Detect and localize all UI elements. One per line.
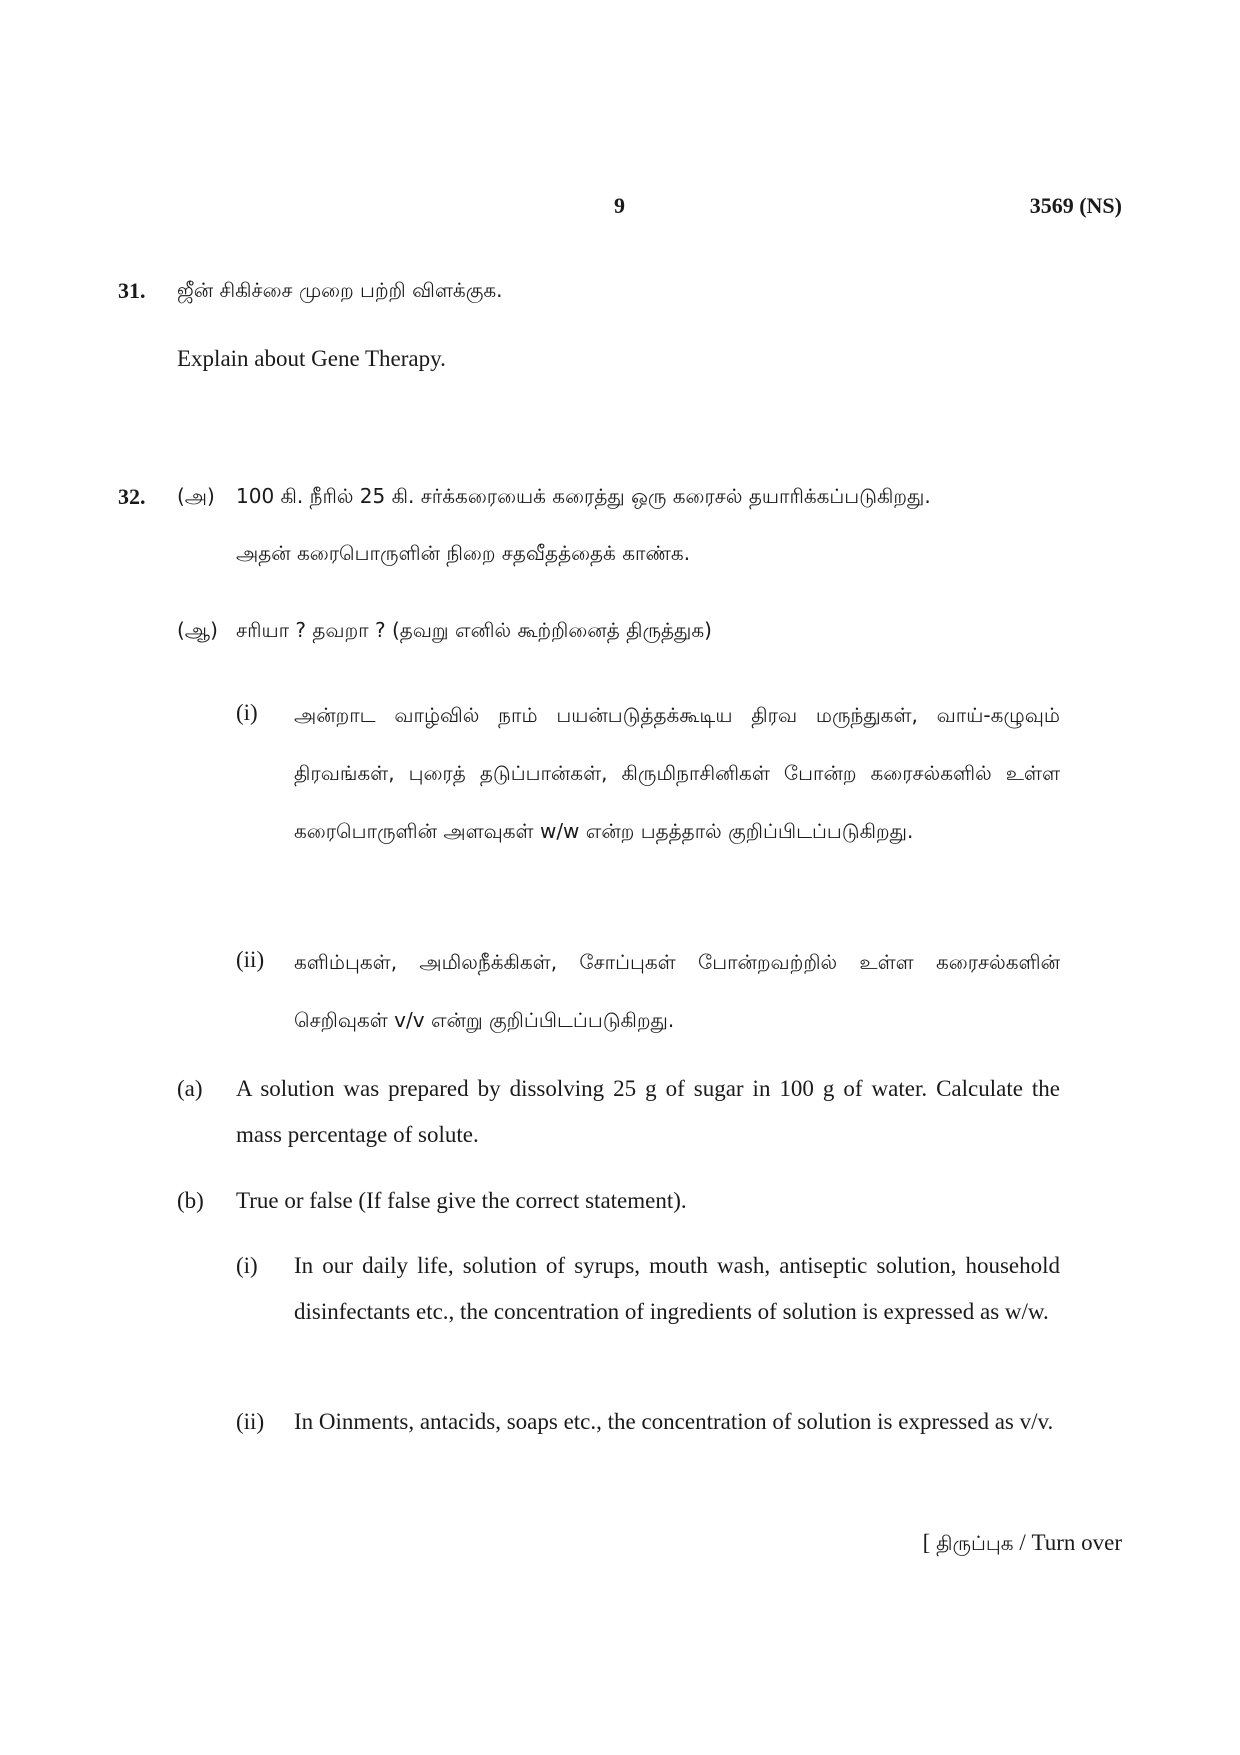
part-a-tamil-label: (அ) [177, 484, 215, 508]
part-b-english-item-2-label: (ii) [236, 1409, 265, 1434]
part-a-english-label: (a) [177, 1076, 203, 1101]
part-a-tamil-line1: 100 கி. நீரில் 25 கி. சர்க்கரையைக் கரைத்து ஒரு கரைசல் தயாரிக்கப்படுகிறது. [236, 484, 931, 508]
question-31-tamil: ஜீன் சிகிச்சை முறை பற்றி விளக்குக. [177, 278, 503, 302]
turn-over-tamil: திருப்புக [936, 1531, 1014, 1555]
turn-over-english: Turn over [1031, 1530, 1122, 1555]
part-b-english-item-2-text: In Oinments, antacids, soaps etc., the concentration of solution is expressed as v/v. [294, 1409, 1054, 1434]
turn-over-note [923, 1530, 1122, 1558]
part-b-tamil-label: (ஆ) [177, 618, 218, 642]
part-b-english-text: True or false (If false give the correct statement). [236, 1188, 687, 1213]
turn-over-bracket: [ [922, 1530, 931, 1555]
part-a-english-text: A solution was prepared by dissolving 25 g of sugar in 100 g of water. Calculate the mass percentage of solute. [236, 1076, 1060, 1147]
part-b-tamil-text: சரியா ? தவறா ? (தவறு எனில் கூற்றினைத் திருத்துக) [236, 618, 712, 642]
part-b-english-item-1-text: In our daily life, solution of syrups, mouth wash, antiseptic solution, household disinfectants etc., the concentration of ingredients of solution is expressed as w/w. [294, 1253, 1060, 1324]
part-a-tamil-line2: அதன் கரைபொருளின் நிறை சதவீதத்தைக் காண்க. [236, 541, 691, 565]
part-b-tamil-item-1-label: (i) [236, 700, 258, 725]
part-b-tamil-item-1-text: அன்றாட வாழ்வில் நாம் பயன்படுத்தக்கூடிய திரவ மருந்துகள், வாய்-கழுவும் திரவங்கள், புரைத் தடுப்பான்கள், கிருமிநாசினிகள் போன்ற கரைசல்களில் உள்ள கரைபொருளின் அளவுகள் w/w என்ற பதத்தால் குறிப்பிடப்படுகிறது. [294, 703, 1060, 843]
question-31-english: Explain about Gene Therapy. [177, 346, 446, 371]
page-number: 9 [614, 193, 625, 218]
part-b-english-item-1-label: (i) [236, 1253, 258, 1278]
part-b-tamil-item-2-label: (ii) [236, 947, 265, 972]
turn-over-separator: / [1019, 1530, 1026, 1555]
part-b-english-label: (b) [177, 1188, 204, 1213]
question-32-number: 32. [118, 484, 146, 509]
part-b-tamil-item-2-text: களிம்புகள், அமிலநீக்கிகள், சோப்புகள் போன்றவற்றில் உள்ள கரைசல்களின் செறிவுகள் v/v என்று குறிப்பிடப்படுகிறது. [294, 950, 1060, 1032]
paper-code: 3569 (NS) [1029, 193, 1122, 218]
question-31-number: 31. [118, 278, 146, 303]
